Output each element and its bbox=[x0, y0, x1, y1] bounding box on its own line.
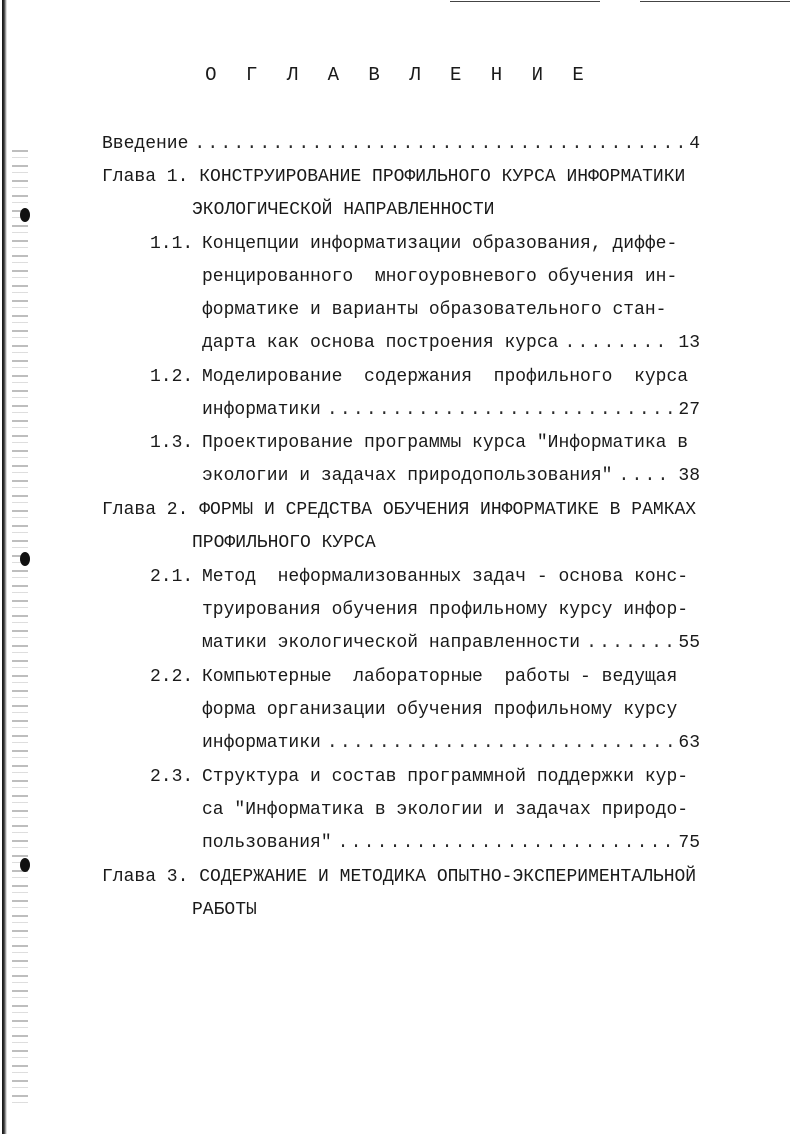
toc-page-number: 27 bbox=[678, 400, 700, 420]
chapter-2-heading[interactable]: Глава 2. ФОРМЫ И СРЕДСТВА ОБУЧЕНИЯ ИНФОРМАТИКЕ В РАМКАХ bbox=[102, 500, 697, 520]
section-2-3-title-cont: са "Информатика в экологии и задачах природо- bbox=[202, 800, 689, 820]
section-1-1-title-cont: форматике и варианты образовательного стан- bbox=[202, 300, 667, 320]
toc-entry-1-3-last[interactable] bbox=[202, 464, 700, 488]
section-number: 1.1. bbox=[150, 234, 194, 254]
binder-hole-mark bbox=[20, 858, 30, 872]
toc-entry-1-1-last[interactable] bbox=[202, 331, 700, 355]
section-number: 2.1. bbox=[150, 567, 194, 587]
toc-page-number: 55 bbox=[678, 633, 700, 653]
toc-page-number: 13 bbox=[678, 333, 700, 353]
section-2-2-title[interactable]: Компьютерные лабораторные работы - ведущая bbox=[202, 667, 678, 687]
toc-entry-label: информатики bbox=[202, 733, 321, 753]
toc-entry-label: пользования" bbox=[202, 833, 332, 853]
dot-leader bbox=[194, 132, 683, 156]
section-2-2-title-cont: форма организации обучения профильному курсу bbox=[202, 700, 678, 720]
dot-leader bbox=[586, 631, 672, 655]
section-number: 1.3. bbox=[150, 433, 194, 453]
toc-entry-2-1-last[interactable] bbox=[202, 631, 700, 655]
section-2-1-title[interactable]: Метод неформализованных задач - основа конс- bbox=[202, 567, 689, 587]
section-number: 2.3. bbox=[150, 767, 194, 787]
toc-entry-label: дарта как основа построения курса bbox=[202, 333, 559, 353]
chapter-1-heading-cont: ЭКОЛОГИЧЕСКОЙ НАПРАВЛЕННОСТИ bbox=[192, 200, 495, 220]
scan-top-line bbox=[450, 1, 600, 2]
toc-entry-1-2-last[interactable] bbox=[202, 398, 700, 422]
scan-margin-noise bbox=[12, 150, 28, 1110]
toc-page-number: 75 bbox=[678, 833, 700, 853]
toc-entry-intro[interactable] bbox=[102, 132, 700, 156]
toc-entry-label: Введение bbox=[102, 134, 189, 154]
dot-leader bbox=[338, 831, 673, 855]
binder-hole-mark bbox=[20, 208, 30, 222]
toc-page-number: 38 bbox=[678, 466, 700, 486]
chapter-1-heading[interactable]: Глава 1. КОНСТРУИРОВАНИЕ ПРОФИЛЬНОГО КУРСА ИНФОРМАТИКИ bbox=[102, 167, 686, 187]
section-number: 1.2. bbox=[150, 367, 194, 387]
chapter-3-heading[interactable]: Глава 3. СОДЕРЖАНИЕ И МЕТОДИКА ОПЫТНО-ЭКСПЕРИМЕНТАЛЬНОЙ bbox=[102, 867, 697, 887]
section-number: 2.2. bbox=[150, 667, 194, 687]
toc-entry-label: экологии и задачах природопользования" bbox=[202, 466, 613, 486]
dot-leader bbox=[327, 731, 673, 755]
toc-entry-2-2-last[interactable] bbox=[202, 731, 700, 755]
toc-page-number: 63 bbox=[678, 733, 700, 753]
section-1-3-title[interactable]: Проектирование программы курса "Информатика в bbox=[202, 433, 689, 453]
chapter-3-heading-cont: РАБОТЫ bbox=[192, 900, 257, 920]
binder-hole-mark bbox=[20, 552, 30, 566]
section-1-1-title-cont: ренцированного многоуровневого обучения ин- bbox=[202, 267, 678, 287]
section-1-1-title[interactable]: Концепции информатизации образования, диффе- bbox=[202, 234, 678, 254]
chapter-2-heading-cont: ПРОФИЛЬНОГО КУРСА bbox=[192, 533, 376, 553]
section-2-1-title-cont: труирования обучения профильному курсу инфор- bbox=[202, 600, 689, 620]
toc-entry-label: матики экологической направленности bbox=[202, 633, 581, 653]
scan-top-line bbox=[640, 1, 790, 2]
dot-leader bbox=[618, 464, 672, 488]
scan-edge-shadow bbox=[2, 0, 7, 1134]
toc-entry-2-3-last[interactable] bbox=[202, 831, 700, 855]
dot-leader bbox=[327, 398, 673, 422]
section-2-3-title[interactable]: Структура и состав программной поддержки кур- bbox=[202, 767, 689, 787]
dot-leader bbox=[564, 331, 672, 355]
toc-entry-label: информатики bbox=[202, 400, 321, 420]
section-1-2-title[interactable]: Моделирование содержания профильного курса bbox=[202, 367, 689, 387]
page-title: О Г Л А В Л Е Н И Е bbox=[205, 64, 593, 86]
toc-page-number: 4 bbox=[689, 134, 700, 154]
